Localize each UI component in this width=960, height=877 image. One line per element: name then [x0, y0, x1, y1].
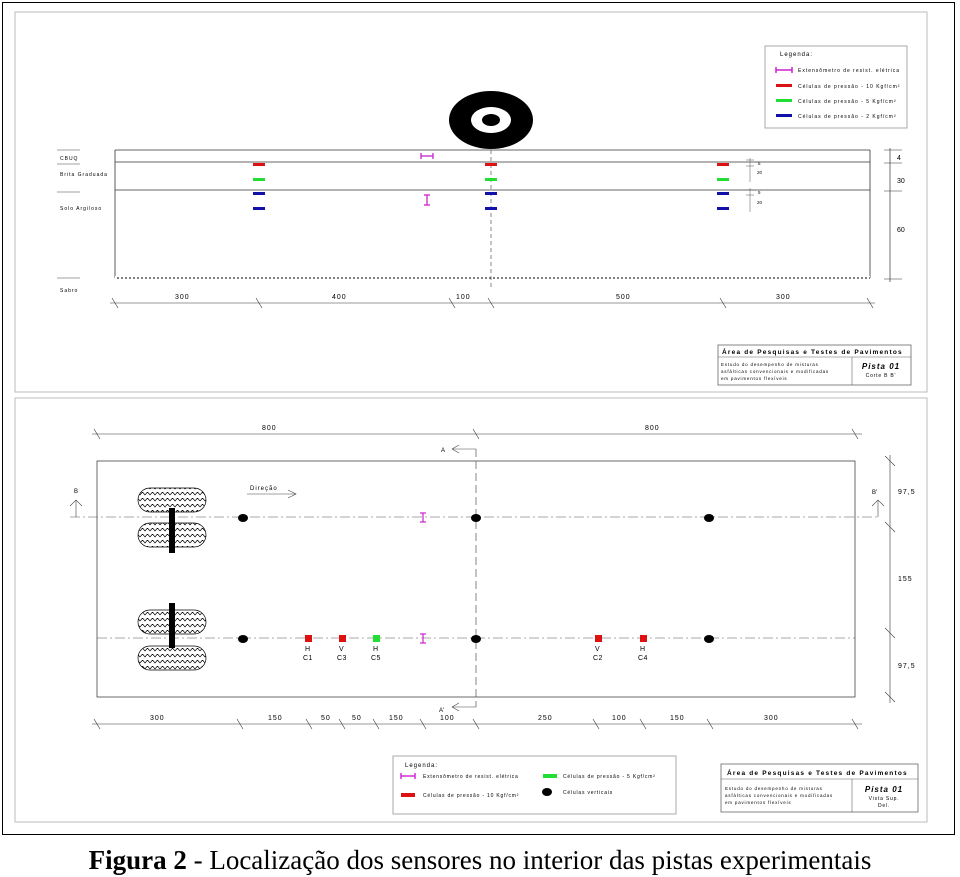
section-a-prime-label: A': [439, 708, 445, 714]
blue-pressure-cell: [485, 207, 497, 210]
green-pressure-cell: [485, 178, 497, 181]
red-pressure-cell: [717, 163, 729, 166]
title-block-study-1: Estudo do desempenho de misturas: [721, 362, 819, 367]
axle-icon: [169, 508, 175, 553]
section-length-dims: [110, 294, 875, 308]
dim-20-b: 20: [757, 200, 763, 205]
dim-150-b: 150: [389, 715, 404, 722]
dim-400: 400: [332, 294, 347, 301]
dim-250: 250: [538, 715, 553, 722]
top-legend-label-1: Extensômetro de resist. elétrica: [798, 68, 901, 74]
cell-c3-type: V: [339, 646, 344, 653]
layer-labels: [57, 150, 108, 294]
top-legend-label-4: Células de pressão - 2 Kgf/cm²: [798, 114, 897, 120]
title-block-study-3: em pavimentos flexíveis: [721, 376, 788, 381]
layer-cbuq-label: CBUQ: [60, 156, 79, 162]
figure-caption-text: - Localização dos sensores no interior das pistas experimentais: [186, 845, 872, 875]
plan-title-block-pista: Pista 01: [864, 785, 904, 794]
vertical-cell-marker: [704, 635, 714, 643]
dim-800-left: 800: [262, 425, 277, 432]
tire-section-icon: [449, 91, 533, 149]
plan-title-block-heading: Área de Pesquisas e Testes de Pavimentos: [727, 770, 908, 777]
blue-pressure-cell: [253, 207, 265, 210]
dim-500: 500: [616, 294, 631, 301]
vertical-cell-marker: [471, 635, 481, 643]
dim-300-right: 300: [776, 294, 791, 301]
green-pressure-cell: [717, 178, 729, 181]
section-b-label: B: [74, 489, 79, 495]
layer-thickness-dims: [884, 148, 905, 282]
green-pressure-cell: [253, 178, 265, 181]
dim-155: 155: [898, 576, 913, 583]
vertical-cell-marker: [238, 514, 248, 522]
section-a-label: A: [441, 448, 446, 454]
cell-c4-type: H: [640, 646, 646, 653]
top-legend-label-3: Células de pressão - 5 Kgf/cm²: [798, 99, 897, 105]
depth-dims: [746, 158, 763, 212]
blue-cell-legend-symbol: [776, 114, 792, 117]
extensometer-horizontal: [421, 153, 433, 159]
extensometer-vertical: [424, 195, 430, 205]
axle-icon: [169, 603, 175, 648]
dim-150-a: 150: [268, 715, 283, 722]
vertical-cell-marker: [471, 514, 481, 522]
layer-solo-label: Solo Argiloso: [60, 206, 103, 212]
top-legend-label-2: Células de pressão - 10 Kgf/cm²: [798, 84, 901, 90]
dim-100-a: 100: [440, 715, 455, 722]
thickness-60: 60: [897, 227, 905, 234]
plan-top-dims: [92, 425, 862, 439]
title-block-heading: Área de Pesquisas e Testes de Pavimentos: [722, 349, 903, 356]
cell-c5-id: C5: [371, 655, 381, 662]
dim-100-b: 100: [612, 715, 627, 722]
cell-c1-type: H: [305, 646, 311, 653]
dim-5-a: 5: [758, 161, 761, 166]
green-cell-legend-symbol: [543, 774, 557, 778]
dim-20-a: 20: [757, 170, 763, 175]
vertical-cell-legend-symbol: [542, 788, 552, 796]
red-cell-legend-symbol: [776, 84, 792, 87]
dim-150-c: 150: [670, 715, 685, 722]
thickness-4: 4: [897, 155, 901, 162]
bottom-legend-label-1: Extensômetro de resist. elétrica: [423, 774, 519, 780]
dim-50-b: 50: [352, 715, 362, 722]
thickness-30: 30: [897, 178, 905, 185]
title-block-view: Corte B B': [865, 373, 897, 379]
cell-c3-id: C3: [337, 655, 347, 662]
blue-pressure-cell: [253, 192, 265, 195]
title-block-study-2: asfálticas convencionais e modificadas: [721, 369, 829, 374]
direction-label: Direção: [250, 486, 278, 492]
track-slab-outline: [97, 461, 855, 697]
top-legend: [765, 46, 907, 128]
title-block-plan: [721, 764, 918, 812]
plan-title-block-study-2: asfálticas convencionais e modificadas: [725, 793, 833, 798]
red-cell-legend-symbol: [401, 793, 415, 797]
dim-800-right: 800: [645, 425, 660, 432]
dim-300-left: 300: [175, 294, 190, 301]
blue-pressure-cell: [717, 192, 729, 195]
plan-title-block-view-2: Del.: [877, 803, 891, 809]
section-b-prime-label: B': [872, 490, 878, 496]
vertical-cell-marker: [704, 514, 714, 522]
cell-c5-type: H: [373, 646, 379, 653]
vertical-cell-marker: [238, 635, 248, 643]
red-pressure-cell: [253, 163, 265, 166]
cell-c4-id: C4: [638, 655, 648, 662]
dim-97-5-bottom: 97,5: [898, 663, 916, 670]
bottom-legend-title: Legenda:: [405, 763, 439, 769]
plan-title-block-view-1: Vista Sup.: [868, 796, 900, 802]
cell-c2-id: C2: [593, 655, 603, 662]
figure-caption: [0, 845, 960, 876]
section-view-panel: [15, 12, 927, 392]
title-block-pista: Pista 01: [861, 362, 901, 371]
plan-title-block-study-1: Estudo do desempenho de misturas: [725, 786, 823, 791]
dim-5-b: 5: [758, 190, 761, 195]
figure-caption-label: Figura 2: [88, 845, 187, 875]
dim-97-5-top: 97,5: [898, 489, 916, 496]
bottom-legend-label-3: Células de pressão - 10 Kgf/cm²: [423, 793, 520, 799]
cell-c1-id: C1: [303, 655, 313, 662]
blue-pressure-cell: [485, 192, 497, 195]
dim-50-a: 50: [321, 715, 331, 722]
cell-c2-type: V: [595, 646, 600, 653]
bottom-legend-label-2: Células de pressão - 5 Kgf/cm²: [563, 774, 656, 780]
plan-title-block-study-3: em pavimentos flexíveis: [725, 800, 792, 805]
dim-100: 100: [456, 294, 471, 301]
green-cell-legend-symbol: [776, 99, 792, 102]
red-pressure-cell: [485, 163, 497, 166]
subgrade-gravel: [115, 276, 870, 281]
plan-width-dims: [885, 455, 916, 703]
dim-300-b: 300: [764, 715, 779, 722]
bottom-legend-label-4: Células verticais: [563, 790, 614, 796]
tire-icon: [138, 646, 206, 670]
bottom-legend: [393, 756, 676, 814]
layer-brita-label: Brita Graduada: [60, 172, 108, 178]
top-legend-title: Legenda:: [780, 52, 814, 58]
blue-pressure-cell: [717, 207, 729, 210]
dim-300-a: 300: [150, 715, 165, 722]
title-block-section: [718, 345, 911, 385]
plan-view-panel: [15, 398, 927, 822]
layer-sabro-label: Sabro: [60, 288, 79, 294]
plan-bottom-dims: [92, 715, 862, 729]
